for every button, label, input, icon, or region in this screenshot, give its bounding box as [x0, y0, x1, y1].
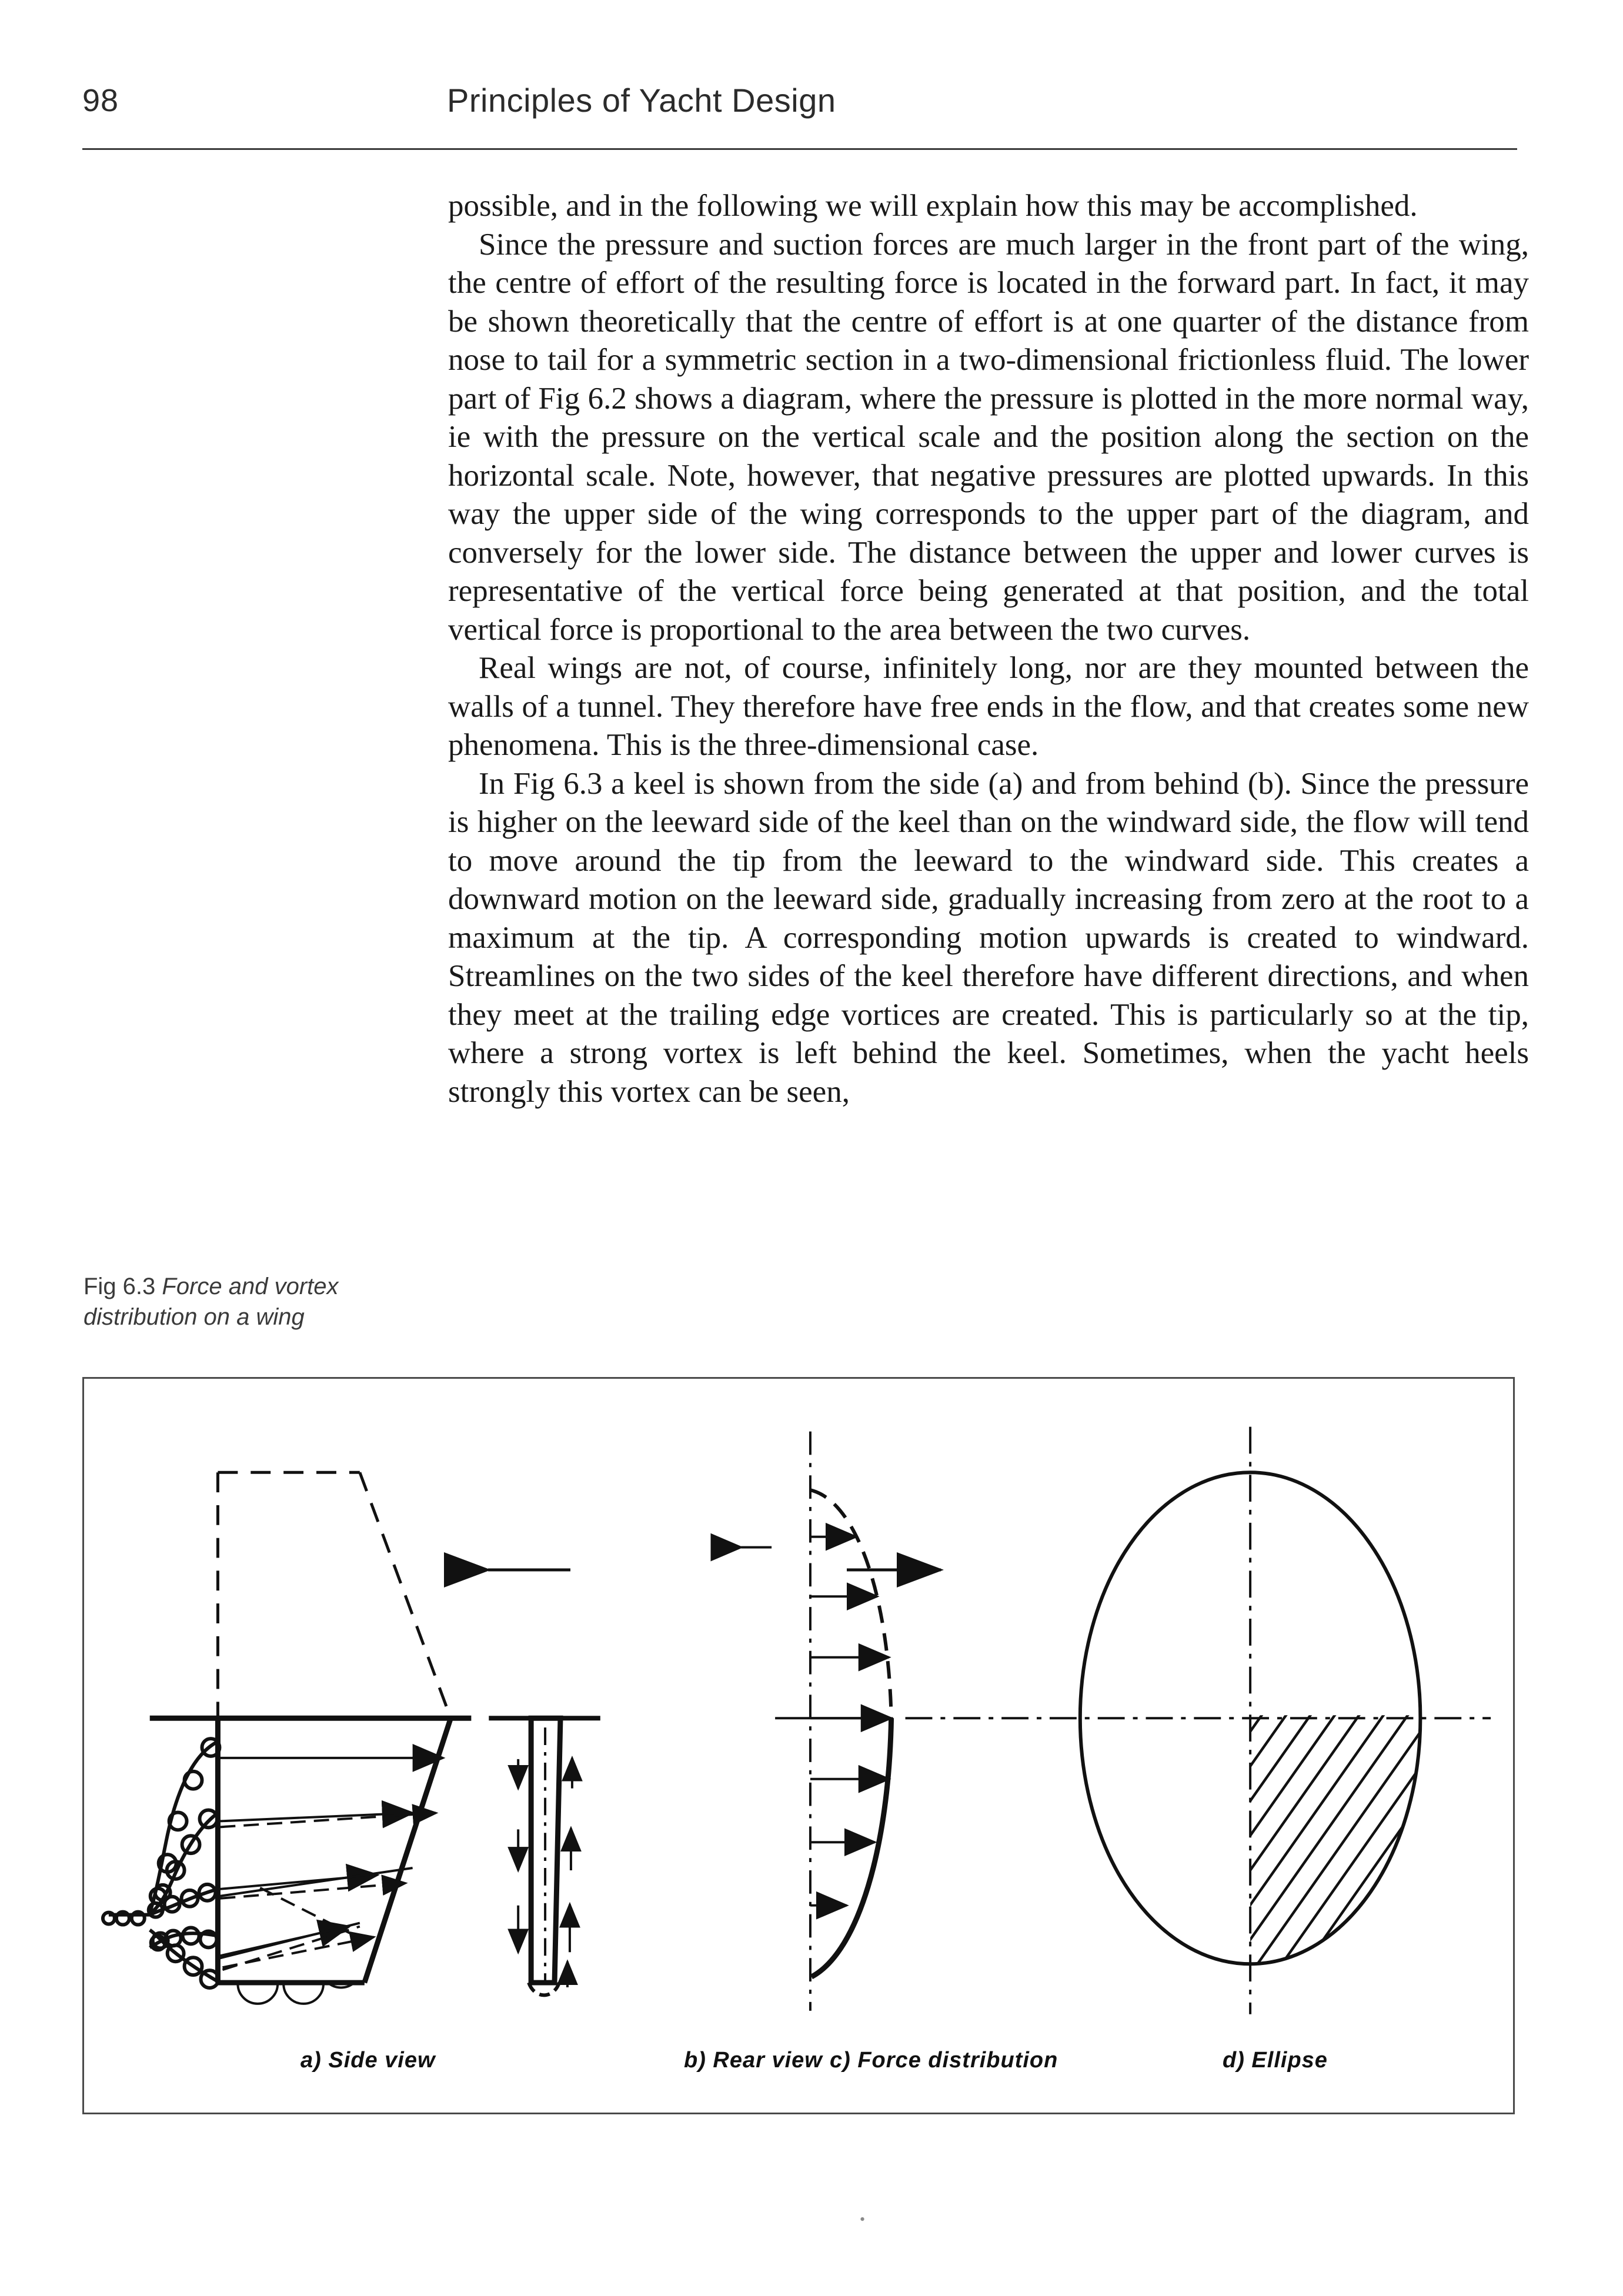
page-header: [0, 0, 1623, 159]
header-divider-rule: [82, 148, 1517, 150]
figure-caption-number: Fig 6.3: [84, 1274, 162, 1299]
mirror-image-arrows: [435, 1552, 1035, 1588]
tip-vortex-arcs: [238, 1984, 353, 2004]
panel-side-view: [103, 1472, 471, 2004]
figure-frame: [82, 1377, 1515, 2114]
page-spine-mark: •: [860, 2211, 866, 2228]
panel-label-side-view: a) Side view: [300, 2048, 436, 2073]
body-text-column: [448, 187, 1529, 1111]
panel-force-distribution: [741, 1432, 891, 2011]
paragraph-1: possible, and in the following we will explain how this may be accomplished.: [448, 189, 1418, 223]
page-number: 98: [82, 83, 119, 118]
upwash-arrows: [567, 1758, 572, 1987]
panel-label-ellipse: d) Ellipse: [1223, 2048, 1328, 2073]
running-head-title: Principles of Yacht Design: [447, 82, 836, 119]
mirror-image-outline: [218, 1472, 450, 1718]
paragraph-2: Since the pressure and suction forces are much larger in the front part of the wing, the centre of effort of the resulting force is located in the forward part. In fact, it may be shown theoretically that the centre of effort is at one quarter of the distance from nose to tail for a symmetric section in a two-dimensional frictionless fluid. The lower part of Fig 6.2 shows a diagram, where the pressure is plotted in the more normal way, ie with the pressure on the vertical scale and the position along the section on the horizontal scale. Note, however, that negative pressures are plotted upwards. In this way the upper side of the wing corresponds to the upper part of the diagram, and conversely for the lower side. The distance between the upper and lower curves is representative of the vertical force being generated at that position, and the total vertical force is proportional to the area between the two curves.: [448, 227, 1529, 647]
figure-drawing: [84, 1379, 1513, 2113]
paragraph-4: In Fig 6.3 a keel is shown from the side (a) and from behind (b). Since the pressure is higher on the leeward side of the keel than on the windward side, the flow will tend to move around the tip from the leeward to the windward side. This creates a downward motion on the leeward side, gradually increasing from zero at the root to a maximum at the tip. A corresponding motion upwards is created to windward. Streamlines on the two sides of the keel therefore have different directions, and when they meet at the trailing edge vortices are created. This is particularly so at the tip, where a strong vortex is left behind the keel. Sometimes, when the yacht heels strongly this vortex can be seen,: [448, 766, 1529, 1109]
panel-rear-view: [489, 1718, 600, 1995]
panel-label-force-dist: c) Force distribution: [830, 2048, 1058, 2073]
panel-ellipse: [906, 1427, 1491, 2014]
panel-label-rear-view: b) Rear view: [684, 2048, 823, 2073]
streamlines-solid: [219, 1758, 443, 1956]
paragraph-3: Real wings are not, of course, infinitely long, nor are they mounted between the walls of a tunnel. They therefore have free ends in the flow, and that creates some new phenomena. This is the three-dimensional case.: [448, 651, 1529, 762]
figure-caption: [84, 1271, 413, 1332]
streamline-crossings: [220, 1868, 412, 1958]
figure-caption-text: Force and vortex distribution on a wing: [84, 1274, 339, 1330]
force-curve-lower: [812, 1718, 891, 1977]
force-curve-upper: [810, 1490, 891, 1718]
